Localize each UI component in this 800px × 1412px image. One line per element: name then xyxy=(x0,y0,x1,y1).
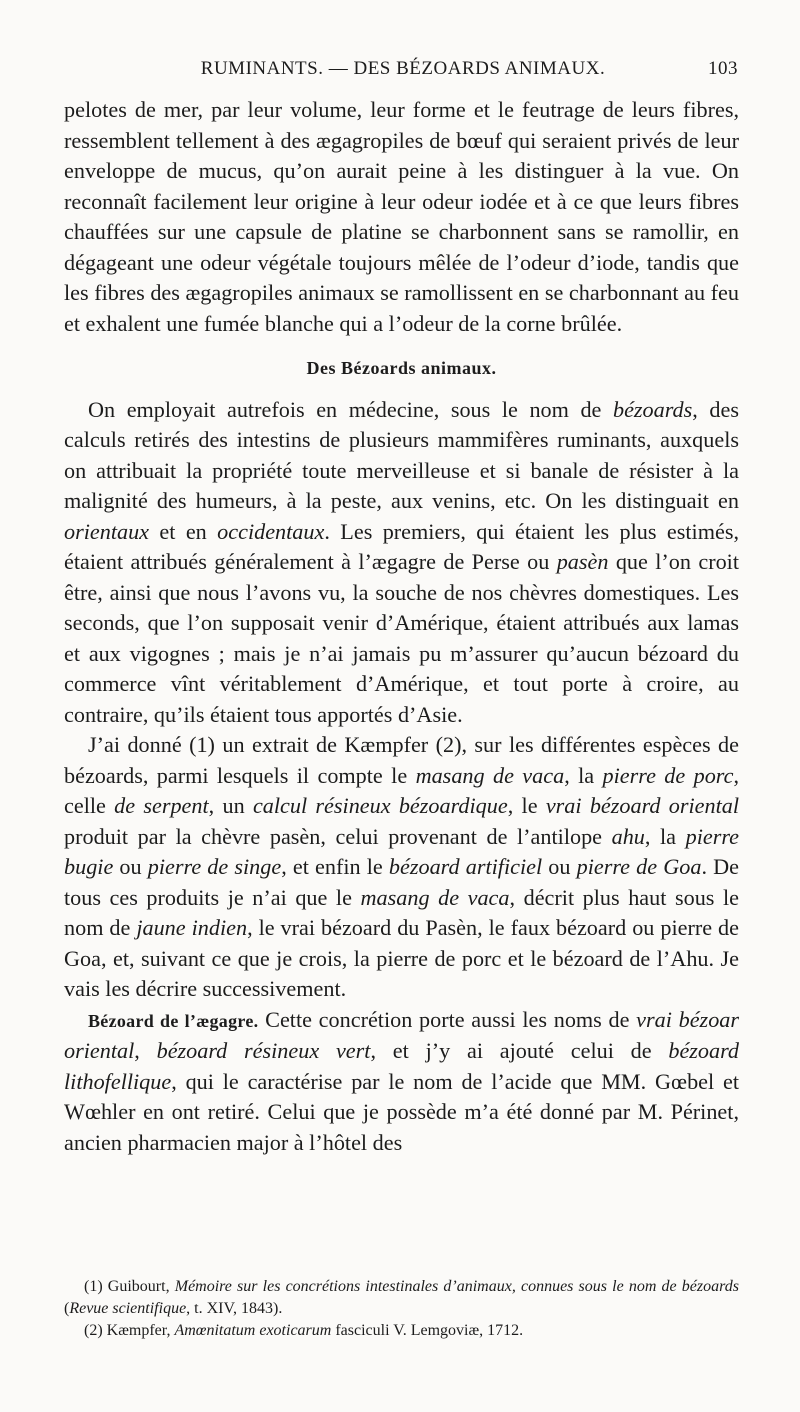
page-number: 103 xyxy=(708,58,738,79)
inline-heading: Bézoard de l’ægagre. xyxy=(88,1010,259,1031)
footnote-2: (2) Kæmpfer, Amœnitatum exoticarum fasciculi V. Lemgoviæ, 1712. xyxy=(84,1322,524,1339)
paragraph-kaempfer: J’ai donné (1) un extrait de Kæmpfer (2), sur les différentes espèces de bézoards, parmi lesquels il compte le masang de vaca, la pierre de porc, celle de serpent, un calcul résineux bézoardique, le vrai bézoard oriental produit par la chèvre pasèn, celui provenant de l’antilope ahu, la pierre bugie ou pierre de singe, et enfin le bézoard artificiel ou pierre de Goa. De tous ces produits je n’ai que le masang de vaca, décrit plus haut sous le nom de jaune indien, le vrai bézoard du Pasèn, le faux bézoard ou pierre de Goa, et, suivant ce que je crois, la pierre de porc et le bézoard de l’Ahu. Je vais les décrire successivement. xyxy=(64,732,740,1001)
running-title: RUMINANTS. — DES BÉZOARDS ANIMAUX. xyxy=(200,58,606,79)
running-head xyxy=(68,58,738,88)
paragraph-continuation: pelotes de mer, par leur volume, leur forme et le feutrage de leurs fibres, ressemblent tellement à des ægagropiles de bœuf qui seraient privés de leur enveloppe de mucus, qu’on aurait peine à les distinguer à la vue. On reconnaît facilement leur origine à leur odeur iodée et à ce que leurs fibres chauffées sur une capsule de platine se charbonnent sans se ramollir, en dégageant une odeur végétale toujours mêlée de l’odeur d’iode, tandis que les fibres des ægagropiles animaux se ramollissent en se charbonnant au feu et exhalent une fumée blanche qui a l’odeur de la corne brûlée. xyxy=(64,97,739,336)
footnote-1: (1) Guibourt, Mémoire sur les concrétions intestinales d’animaux, connues sous le nom de bézoards (Revue scientifique, t. XIV, 1843). xyxy=(64,1278,739,1317)
footnotes xyxy=(64,1276,739,1342)
paragraph-bezoards-intro: On employait autrefois en médecine, sous le nom de bézoards, des calculs retirés des intestins de plusieurs mammifères ruminants, auxquels on attribuait la propriété toute merveilleuse et si banale de résister à la malignité des humeurs, à la peste, aux venins, etc. On les distinguait en orientaux et en occidentaux. Les premiers, qui étaient les plus estimés, étaient attribués généralement à l’ægagre de Perse ou pasèn que l’on croit être, ainsi que nous l’avons vu, la souche de nos chèvres domestiques. Les seconds, que l’on supposait venir d’Amérique, étaient attribués aux lamas et aux vigognes ; mais je n’ai jamais pu m’assurer qu’aucun bézoard du commerce vînt véritablement d’Amérique, et tout porte à croire, au contraire, qu’ils étaient tous apportés d’Asie. xyxy=(64,396,740,727)
section-heading: Des Bézoards animaux. xyxy=(306,358,497,378)
paragraph-bezoard-aegagre: Bézoard de l’ægagre. Cette concrétion porte aussi les noms de vrai bézoar oriental, bézoard résineux vert, et j’y ai ajouté celui de bézoard lithofellique, qui le caractérise par le nom de l’acide que MM. Gœbel et Wœhler en ont retiré. Celui que je possède m’a été donné par M. Périnet, ancien pharmacien major à l’hôtel des xyxy=(64,1006,740,1155)
page-body xyxy=(64,95,739,1158)
